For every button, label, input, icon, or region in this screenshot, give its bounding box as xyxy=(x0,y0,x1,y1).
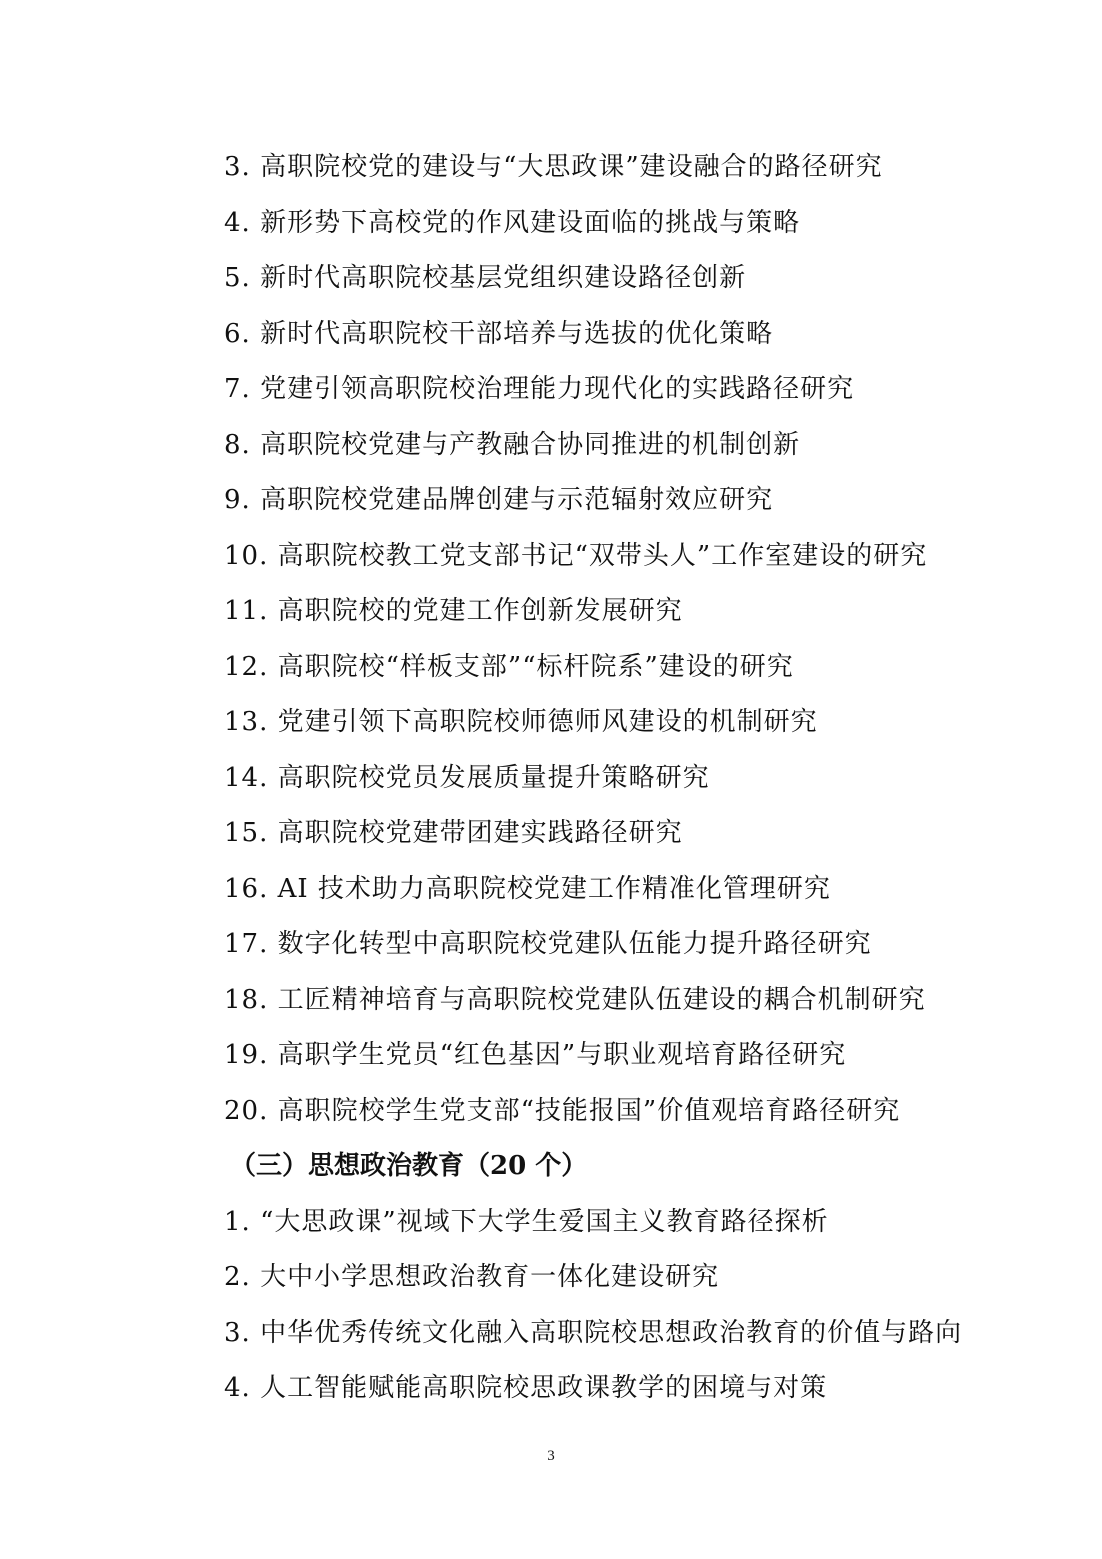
list-item: 11. 高职院校的党建工作创新发展研究 xyxy=(224,596,683,626)
list-item: 3. 中华优秀传统文化融入高职院校思想政治教育的价值与路向 xyxy=(224,1317,963,1348)
list-item: 19. 高职学生党员“红色基因”与职业观培育路径研究 xyxy=(224,1040,847,1070)
list-item: 6. 新时代高职院校干部培养与选拔的优化策略 xyxy=(224,318,774,349)
list-item: 5. 新时代高职院校基层党组织建设路径创新 xyxy=(224,263,747,293)
list-item: 20. 高职院校学生党支部“技能报国”价值观培育路径研究 xyxy=(224,1095,901,1126)
list-item: 13. 党建引领下高职院校师德师风建设的机制研究 xyxy=(224,707,818,737)
topic-list xyxy=(224,140,984,1417)
list-item: 10. 高职院校教工党支部书记“双带头人”工作室建设的研究 xyxy=(224,540,928,571)
list-item: 2. 大中小学思想政治教育一体化建设研究 xyxy=(224,1262,720,1292)
list-item: 12. 高职院校“样板支部”“标杆院系”建设的研究 xyxy=(224,651,794,682)
list-item: 18. 工匠精神培育与高职院校党建队伍建设的耦合机制研究 xyxy=(224,984,926,1015)
list-item: 1. “大思政课”视域下大学生爱国主义教育路径探析 xyxy=(224,1206,829,1237)
page-number: 3 xyxy=(547,1448,555,1464)
list-item: 3. 高职院校党的建设与“大思政课”建设融合的路径研究 xyxy=(224,152,883,182)
list-item: 15. 高职院校党建带团建实践路径研究 xyxy=(224,818,683,848)
list-item: 7. 党建引领高职院校治理能力现代化的实践路径研究 xyxy=(224,374,855,404)
list-item: 17. 数字化转型中高职院校党建队伍能力提升路径研究 xyxy=(224,929,872,959)
list-item: 9. 高职院校党建品牌创建与示范辐射效应研究 xyxy=(224,485,774,515)
list-item: 4. 新形势下高校党的作风建设面临的挑战与策略 xyxy=(224,207,801,238)
list-item: 4. 人工智能赋能高职院校思政课教学的困境与对策 xyxy=(224,1373,828,1403)
list-item: 16. AI 技术助力高职院校党建工作精准化管理研究 xyxy=(224,873,831,904)
list-item: 8. 高职院校党建与产教融合协同推进的机制创新 xyxy=(224,429,801,460)
section-heading: （三）思想政治教育（20 个） xyxy=(230,1151,588,1181)
list-item: 14. 高职院校党员发展质量提升策略研究 xyxy=(224,762,710,793)
